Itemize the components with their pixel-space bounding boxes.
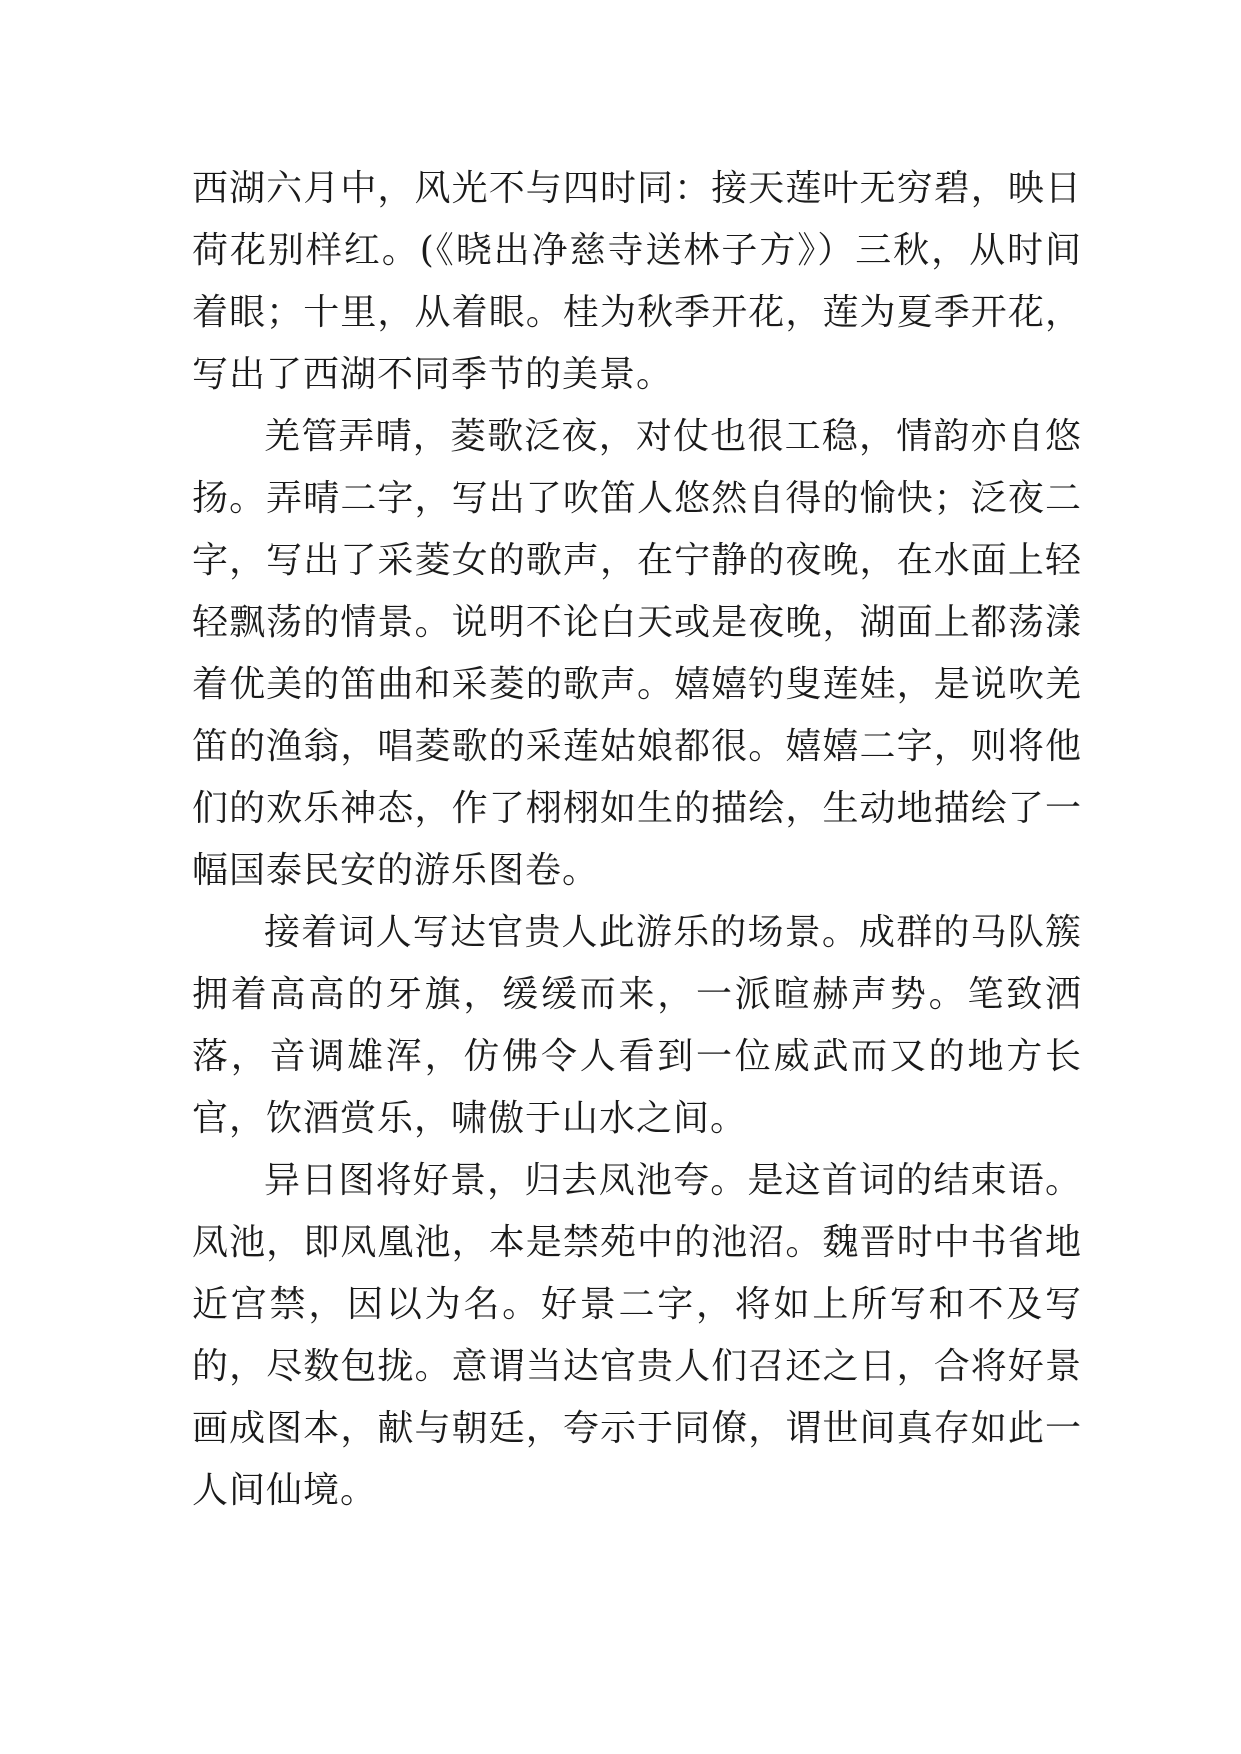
paragraph-3: 接着词人写达官贵人此游乐的场景。成群的马队簇拥着高高的牙旗，缓缓而来，一派暄赫声势。笔致洒落，音调雄浑，仿佛令人看到一位威武而又的地方长官，饮酒赏乐，啸傲于山水之间。 [192,912,1082,1139]
paragraph-1: 西湖六月中，风光不与四时同：接天莲叶无穷碧，映日荷花别样红。(《晓出净慈寺送林子方》）三秋，从时间着眼；十里，从着眼。桂为秋季开花，莲为夏季开花，写出了西湖不同季节的美景。 [192,168,1082,395]
paragraph-2: 羌管弄晴，菱歌泛夜，对仗也很工稳，情韵亦自悠扬。弄晴二字，写出了吹笛人悠然自得的愉快；泛夜二字，写出了采菱女的歌声，在宁静的夜晚，在水面上轻轻飘荡的情景。说明不论白天或是夜晚，湖面上都荡漾着优美的笛曲和采菱的歌声。嬉嬉钓叟莲娃，是说吹羌笛的渔翁，唱菱歌的采莲姑娘都很。嬉嬉二字，则将他们的欢乐神态，作了栩栩如生的描绘，生动地描绘了一幅国泰民安的游乐图卷。 [192,416,1082,891]
paragraph-4: 异日图将好景，归去凤池夸。是这首词的结束语。凤池，即凤凰池，本是禁苑中的池沼。魏晋时中书省地近宫禁，因以为名。好景二字，将如上所写和不及写的，尽数包拢。意谓当达官贵人们召还之日，合将好景画成图本，献与朝廷，夸示于同僚，谓世间真存如此一人间仙境。 [192,1160,1082,1511]
body-text [192,158,1082,1522]
